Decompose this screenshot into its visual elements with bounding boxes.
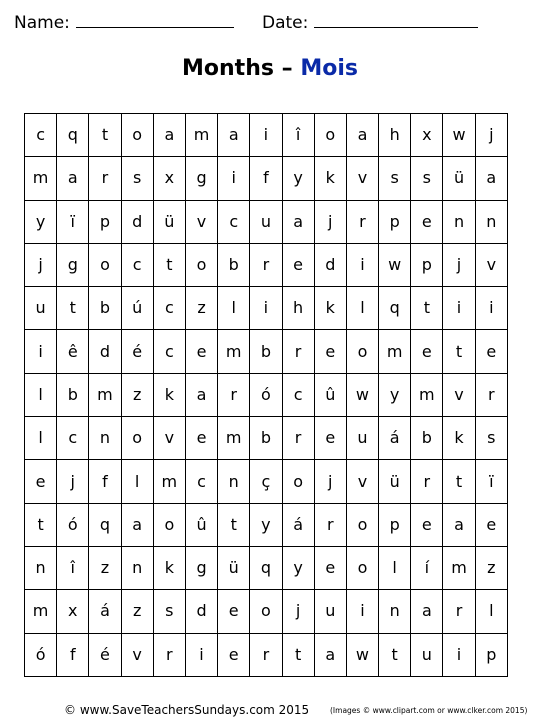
grid-cell[interactable]: t [379, 633, 411, 676]
grid-row [25, 330, 508, 373]
grid-cell[interactable]: r [153, 633, 185, 676]
grid-body [25, 114, 508, 677]
grid-cell[interactable]: l [475, 590, 507, 633]
grid-cell[interactable]: e [475, 330, 507, 373]
grid-cell[interactable]: y [282, 157, 314, 200]
word-search-grid [24, 113, 508, 677]
grid-cell[interactable]: v [121, 633, 153, 676]
grid-cell[interactable]: ç [250, 460, 282, 503]
grid-row [25, 243, 508, 286]
grid-cell[interactable]: o [121, 417, 153, 460]
grid-cell[interactable]: á [282, 503, 314, 546]
grid-cell[interactable]: b [57, 373, 89, 416]
grid-cell[interactable]: j [25, 243, 57, 286]
grid-cell[interactable]: m [411, 373, 443, 416]
grid-cell[interactable]: b [250, 417, 282, 460]
grid-cell[interactable]: i [218, 157, 250, 200]
grid-cell[interactable]: j [57, 460, 89, 503]
grid-cell[interactable]: l [121, 460, 153, 503]
header [14, 10, 526, 34]
grid-cell[interactable]: p [475, 633, 507, 676]
page-title [0, 56, 540, 81]
grid-cell[interactable]: o [314, 114, 346, 157]
grid-cell[interactable]: n [218, 460, 250, 503]
name-line[interactable] [76, 10, 234, 28]
grid-cell[interactable]: w [443, 114, 475, 157]
grid-cell[interactable]: f [57, 633, 89, 676]
grid-cell[interactable]: f [89, 460, 121, 503]
grid-cell[interactable]: v [346, 157, 378, 200]
grid-cell[interactable]: u [411, 633, 443, 676]
grid-cell[interactable]: l [25, 417, 57, 460]
grid-row [25, 417, 508, 460]
grid-cell[interactable]: a [153, 114, 185, 157]
grid-cell[interactable]: w [346, 373, 378, 416]
grid-cell[interactable]: v [153, 417, 185, 460]
grid-cell[interactable]: r [282, 417, 314, 460]
title-french: Mois [300, 56, 358, 81]
grid-cell[interactable]: o [282, 460, 314, 503]
grid-cell[interactable]: r [282, 330, 314, 373]
grid-cell[interactable]: n [379, 590, 411, 633]
grid-cell[interactable]: x [411, 114, 443, 157]
grid-cell[interactable]: y [250, 503, 282, 546]
grid-cell[interactable]: a [218, 114, 250, 157]
grid-cell[interactable]: t [218, 503, 250, 546]
grid-cell[interactable]: e [314, 330, 346, 373]
grid-row [25, 503, 508, 546]
grid-cell[interactable]: ü [379, 460, 411, 503]
grid-cell[interactable]: i [250, 287, 282, 330]
grid-cell[interactable]: k [314, 287, 346, 330]
grid-cell[interactable]: e [218, 590, 250, 633]
grid-cell[interactable]: j [475, 114, 507, 157]
grid-cell[interactable]: e [411, 330, 443, 373]
grid-cell[interactable]: n [443, 200, 475, 243]
grid-cell[interactable]: c [25, 114, 57, 157]
grid-cell[interactable]: o [346, 546, 378, 589]
grid-cell[interactable]: p [411, 243, 443, 286]
grid-cell[interactable]: ê [57, 330, 89, 373]
grid-cell[interactable]: m [153, 460, 185, 503]
grid-cell[interactable]: e [185, 330, 217, 373]
grid-cell[interactable]: v [346, 460, 378, 503]
grid-cell[interactable]: c [153, 287, 185, 330]
title-english: Months [182, 56, 274, 81]
grid-cell[interactable]: q [379, 287, 411, 330]
grid-cell[interactable]: s [121, 157, 153, 200]
grid-cell[interactable]: e [218, 633, 250, 676]
grid-cell[interactable]: g [185, 157, 217, 200]
grid-cell[interactable]: ü [443, 157, 475, 200]
grid-row [25, 373, 508, 416]
date-field [262, 10, 478, 33]
grid-cell[interactable]: u [25, 287, 57, 330]
grid-cell[interactable]: t [443, 330, 475, 373]
grid-cell[interactable]: y [282, 546, 314, 589]
name-label: Name: [14, 13, 70, 33]
grid-row [25, 287, 508, 330]
grid-cell[interactable]: a [346, 114, 378, 157]
grid-cell[interactable]: e [314, 417, 346, 460]
grid-cell[interactable]: n [121, 546, 153, 589]
grid-cell[interactable]: m [185, 114, 217, 157]
grid-cell[interactable]: r [218, 373, 250, 416]
grid-cell[interactable]: j [314, 460, 346, 503]
grid-cell[interactable]: k [314, 157, 346, 200]
grid-cell[interactable]: d [314, 243, 346, 286]
grid-cell[interactable]: o [346, 330, 378, 373]
grid-cell[interactable]: i [346, 590, 378, 633]
grid-cell[interactable]: o [250, 590, 282, 633]
grid-cell[interactable]: z [121, 590, 153, 633]
grid-cell[interactable]: j [282, 590, 314, 633]
grid-cell[interactable]: r [475, 373, 507, 416]
grid-cell[interactable]: r [346, 200, 378, 243]
grid-cell[interactable]: i [346, 243, 378, 286]
grid-cell[interactable]: s [379, 157, 411, 200]
grid-cell[interactable]: i [25, 330, 57, 373]
grid-cell[interactable]: á [379, 417, 411, 460]
grid-cell[interactable]: e [185, 417, 217, 460]
grid-cell[interactable]: n [475, 200, 507, 243]
grid-cell[interactable]: p [89, 200, 121, 243]
grid-row [25, 114, 508, 157]
grid-cell[interactable]: ï [57, 200, 89, 243]
grid-cell[interactable]: d [89, 330, 121, 373]
grid-cell[interactable]: v [185, 200, 217, 243]
grid-cell[interactable]: m [25, 590, 57, 633]
grid-cell[interactable]: m [379, 330, 411, 373]
grid-cell[interactable]: î [282, 114, 314, 157]
grid-cell[interactable]: l [346, 287, 378, 330]
name-field [14, 10, 234, 33]
grid-cell[interactable]: w [379, 243, 411, 286]
grid-cell[interactable]: b [89, 287, 121, 330]
grid-cell[interactable]: d [185, 590, 217, 633]
date-label: Date: [262, 13, 309, 33]
grid-cell[interactable]: l [379, 546, 411, 589]
grid-cell[interactable]: í [411, 546, 443, 589]
grid-cell[interactable]: c [185, 460, 217, 503]
grid-cell[interactable]: i [443, 287, 475, 330]
grid-cell[interactable]: v [475, 243, 507, 286]
grid-cell[interactable]: c [282, 373, 314, 416]
grid-cell[interactable]: i [475, 287, 507, 330]
grid-cell[interactable]: h [379, 114, 411, 157]
grid-cell[interactable]: c [57, 417, 89, 460]
grid-cell[interactable]: e [25, 460, 57, 503]
grid-cell[interactable]: ó [25, 633, 57, 676]
grid-cell[interactable]: î [57, 546, 89, 589]
grid-cell[interactable]: o [185, 243, 217, 286]
grid-cell[interactable]: c [153, 330, 185, 373]
grid-cell[interactable]: q [250, 546, 282, 589]
grid-cell[interactable]: i [185, 633, 217, 676]
grid-cell[interactable]: ú [121, 287, 153, 330]
grid-cell[interactable]: r [314, 503, 346, 546]
grid-cell[interactable]: f [250, 157, 282, 200]
grid-cell[interactable]: y [25, 200, 57, 243]
grid-cell[interactable]: r [250, 243, 282, 286]
grid-cell[interactable]: o [121, 114, 153, 157]
grid-cell[interactable]: r [89, 157, 121, 200]
grid-cell[interactable]: m [443, 546, 475, 589]
grid-cell[interactable]: i [443, 633, 475, 676]
grid-cell[interactable]: g [185, 546, 217, 589]
grid-cell[interactable]: m [25, 157, 57, 200]
grid-cell[interactable]: a [443, 503, 475, 546]
grid-cell[interactable]: d [121, 200, 153, 243]
grid-cell[interactable]: a [411, 590, 443, 633]
grid-cell[interactable]: s [153, 590, 185, 633]
grid-cell[interactable]: w [346, 633, 378, 676]
grid-cell[interactable]: e [411, 200, 443, 243]
image-credits-text: (Images © www.clipart.com or www.clker.com 2015) [330, 706, 528, 715]
grid-cell[interactable]: e [475, 503, 507, 546]
grid-cell[interactable]: t [443, 460, 475, 503]
grid-cell[interactable]: z [475, 546, 507, 589]
grid-cell[interactable]: a [282, 200, 314, 243]
grid-cell[interactable]: t [89, 114, 121, 157]
grid-cell[interactable]: l [218, 287, 250, 330]
date-line[interactable] [314, 10, 478, 28]
grid-cell[interactable]: k [443, 417, 475, 460]
grid-cell[interactable]: k [153, 546, 185, 589]
grid-cell[interactable]: j [443, 243, 475, 286]
grid-cell[interactable]: k [153, 373, 185, 416]
grid-cell[interactable]: c [218, 200, 250, 243]
grid-cell[interactable]: e [282, 243, 314, 286]
grid-cell[interactable]: r [250, 633, 282, 676]
grid-cell[interactable]: i [250, 114, 282, 157]
grid-cell[interactable]: m [218, 330, 250, 373]
grid-row [25, 157, 508, 200]
grid-row [25, 460, 508, 503]
grid-cell[interactable]: u [346, 417, 378, 460]
grid-cell[interactable]: n [25, 546, 57, 589]
grid-cell[interactable]: û [314, 373, 346, 416]
grid-cell[interactable]: e [314, 546, 346, 589]
grid-row [25, 633, 508, 676]
grid-cell[interactable]: b [411, 417, 443, 460]
grid-cell[interactable]: z [89, 546, 121, 589]
grid-cell[interactable]: p [379, 200, 411, 243]
grid-cell[interactable]: a [121, 503, 153, 546]
grid-cell[interactable]: o [153, 503, 185, 546]
grid-cell[interactable]: a [57, 157, 89, 200]
grid-cell[interactable]: o [346, 503, 378, 546]
grid-cell[interactable]: é [89, 633, 121, 676]
grid-cell[interactable]: m [89, 373, 121, 416]
grid-cell[interactable]: e [411, 503, 443, 546]
grid-cell[interactable]: u [314, 590, 346, 633]
grid-cell[interactable]: a [475, 157, 507, 200]
grid-cell[interactable]: û [185, 503, 217, 546]
grid-cell[interactable]: s [475, 417, 507, 460]
grid-cell[interactable]: s [411, 157, 443, 200]
grid-cell[interactable]: c [121, 243, 153, 286]
grid-cell[interactable]: á [89, 590, 121, 633]
grid-cell[interactable]: a [314, 633, 346, 676]
grid-cell[interactable]: z [185, 287, 217, 330]
grid-cell[interactable]: a [185, 373, 217, 416]
grid-cell[interactable]: t [411, 287, 443, 330]
grid-cell[interactable]: n [89, 417, 121, 460]
grid-cell[interactable]: q [89, 503, 121, 546]
grid-cell[interactable]: y [379, 373, 411, 416]
grid-cell[interactable]: ó [250, 373, 282, 416]
grid-cell[interactable]: t [25, 503, 57, 546]
grid-cell[interactable]: t [282, 633, 314, 676]
grid-cell[interactable]: l [25, 373, 57, 416]
grid-cell[interactable]: v [443, 373, 475, 416]
grid-cell[interactable]: ü [218, 546, 250, 589]
grid-cell[interactable]: g [57, 243, 89, 286]
grid-cell[interactable]: j [314, 200, 346, 243]
grid-cell[interactable]: z [121, 373, 153, 416]
grid-cell[interactable]: r [443, 590, 475, 633]
grid-row [25, 200, 508, 243]
grid-cell[interactable]: b [250, 330, 282, 373]
grid-cell[interactable]: m [218, 417, 250, 460]
grid-cell[interactable]: t [57, 287, 89, 330]
grid-cell[interactable]: u [250, 200, 282, 243]
grid-cell[interactable]: ü [153, 200, 185, 243]
title-separator: – [281, 56, 293, 81]
grid-cell[interactable]: x [57, 590, 89, 633]
grid-cell[interactable]: ó [57, 503, 89, 546]
grid-cell[interactable]: x [153, 157, 185, 200]
grid-cell[interactable]: ï [475, 460, 507, 503]
grid-cell[interactable]: q [57, 114, 89, 157]
grid-cell[interactable]: p [379, 503, 411, 546]
copyright-text: © www.SaveTeachersSundays.com 2015 [64, 703, 310, 717]
grid-row [25, 546, 508, 589]
grid-row [25, 590, 508, 633]
grid-cell[interactable]: h [282, 287, 314, 330]
grid-cell[interactable]: t [153, 243, 185, 286]
grid-cell[interactable]: é [121, 330, 153, 373]
grid-cell[interactable]: r [411, 460, 443, 503]
grid-cell[interactable]: b [218, 243, 250, 286]
grid-cell[interactable]: o [89, 243, 121, 286]
